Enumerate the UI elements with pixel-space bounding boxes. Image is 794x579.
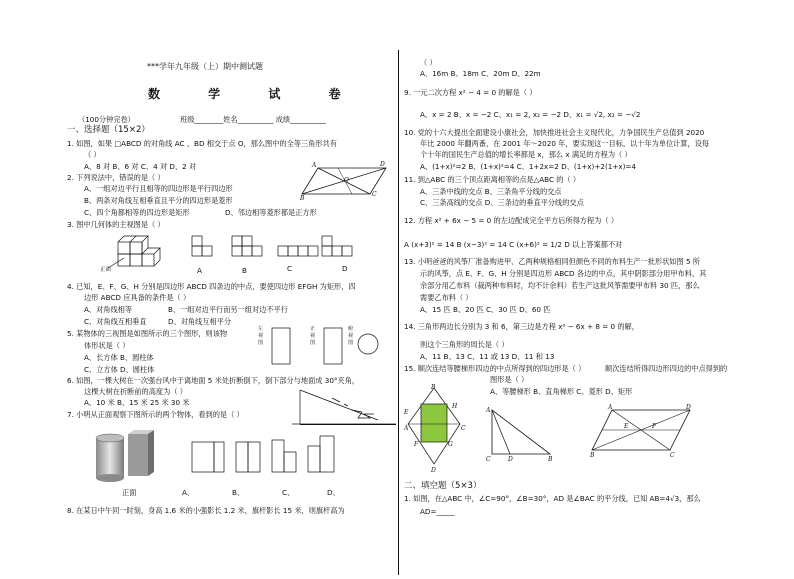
q4-option-c: C、对角线互相垂直 [84,317,147,326]
q8-paren: （ ） [420,58,437,67]
svg-text:F: F [414,441,419,448]
section1-title: 一、选择题（15×2） [67,125,150,135]
q6-stem-cont: 这棵大树在折断前的高度为（ ） [84,387,187,396]
q7-option-c: C、 [282,488,295,497]
svg-text:G: G [448,441,453,448]
svg-text:H: H [452,403,458,410]
q7-option-d: D、 [327,488,340,497]
q15-aside: 顺次连结所得四边形四边的中点得到的 [605,364,728,373]
q5-view-front: 正视图 [310,326,316,346]
q7-option-a: A、 [182,488,195,497]
q13-options: A、15 匹 B、20 匹 C、30 匹 D、60 匹 [420,305,551,314]
q10-stem: 10. 党的十六大提出全面建设小康社会，加快推进社会主义现代化，力争国民生产总值到 2020 [404,128,705,137]
q13-kite-figure [404,384,466,472]
q10-stem-3: 个十年的国民生产总值的增长率都是 x，那么 x 满足的方程为（ ） [420,150,632,159]
svg-text:A: A [486,407,491,414]
q12-stem: 12. 方程 x² + 6x − 5 = 0 的左边配成完全平方后所得方程为（ ） [404,216,619,225]
q11-options-ab: A、三条中线的交点 B、三条角平分线的交点 [420,187,562,196]
q15-aside-2: 图形是（ ） [490,375,529,384]
q5-stem: 5. 某物体的三视图是如图所示的三个图形，则该物 [67,329,228,338]
column-divider [398,50,399,575]
svg-text:D: D [380,161,385,168]
subject-title: 数 学 试 卷 [148,87,363,101]
svg-text:D: D [431,467,436,472]
svg-text:C: C [486,456,491,462]
q8-stem: 8. 在某日中午同一时刻，身高 1.6 米的小强影长 1.2 米，旗杆影长 15 米，则旗杆高为 [67,506,345,515]
svg-text:A: A [312,162,317,169]
svg-text:A: A [608,404,613,411]
q14-options: A、11 B、13 C、11 或 13 D、11 和 13 [420,352,555,361]
q12-options: A (x+3)² = 14 B (x−3)² = 14 C (x+6)² = 1/2 D 以上答案都不对 [404,240,623,249]
q6-stem: 6. 如图，一棵大树在一次强台风中于离地面 5 米处折断倒下，倒下部分与地面成 30°夹角， [67,376,360,385]
q13-stem-2: 示的风筝，点 E、F、G、H 分别是四边形 ABCD 各边的中点，其中阴影部分用甲布料，其 [420,269,707,278]
q2-option-d: D、邻边相等菱形都是正方形 [225,208,317,217]
q1-parallelogram-figure [300,160,390,200]
q15-right-triangle-figure [484,406,556,462]
svg-text:E: E [624,423,629,430]
q10-options: A、(1+x)²=2 B、(1+x)²=4 C、1+2x=2 D、(1+x)+2(1+x)=4 [420,162,636,171]
q5-options-ab: A、长方体 B、圆柱体 [84,353,154,362]
q7-front-label: 正面 [122,488,137,497]
q7-option-b: B、 [232,488,245,497]
q5-view-left: 左视图 [258,326,264,346]
q7-objects-figure [88,420,358,484]
q1-stem: 1. 如图，如果 □ABCD 的对角线 AC 、BD 相交于点 O，那么图中的全等三角形共有 [67,139,337,148]
q15-trapezoid-figure [590,404,694,458]
q14-stem: 14. 三角形两边长分别为 3 和 6，第三边是方程 x² − 6x + 8 = 0 的解， [404,322,639,331]
svg-text:F: F [652,423,657,430]
q4-option-b: B、一组对边平行而另一组对边不平行 [168,305,288,314]
q13-stem: 13. 小明爸爸的风筝厂准备购进甲、乙两种规格相同但颜色不同的布料生产一批形状如图 5 所 [404,257,700,266]
q2-option-b: B、两条对角线互相垂直且平分的四边形是菱形 [84,196,233,205]
q13-stem-4: 需要乙布料（ ） [420,293,473,302]
q15-options: A、等腰梯形 B、直角梯形 C、菱形 D、矩形 [490,387,633,396]
svg-text:B: B [431,384,436,391]
q7-stem: 7. 小明从正面观察下图所示的两个物体，看到的是（ ） [67,410,244,419]
q10-stem-2: 年比 2000 年翻两番，在 2001 年～2020 年，要实现这一目标，以十年为单位计算，设每 [420,139,710,148]
q3-option-a: A [197,266,202,275]
q2-option-c: C、四个角都相等的四边形是矩形 [84,208,190,217]
svg-text:O: O [344,177,349,184]
svg-text:C: C [461,425,466,432]
section2-title: 二、填空题（5×3） [404,481,482,491]
q6-ground-rule [300,424,396,425]
q4-option-d: D、对角线互相平分 [168,317,232,326]
fill1-answer-line: AD=_____ [420,507,455,516]
q5-stem-cont: 体形状是（ ） [84,341,130,350]
q13-stem-3: 余部分用乙布料（裁两种布料时，均不计余料）若生产这批风筝需要甲布料 30 匹，那么 [420,281,700,290]
q4-option-a: A、对角线相等 [84,305,133,314]
svg-text:D: D [686,404,691,411]
q1-options: A、8 对 B、6 对 C、4 对 D、2 对 [84,162,197,171]
q3-views-figure [100,228,370,274]
q2-option-a: A、一组对边平行且相等的四边形是平行四边形 [84,184,233,193]
exam-header: ***学年九年级（上）期中测试题 [147,62,263,71]
q14-stem-2: 则这个三角形的周长是（ ） [420,340,509,349]
time-note: （100分钟完卷） [78,115,135,124]
svg-text:C: C [372,191,377,198]
q3-front-label: 正面 [100,267,112,273]
svg-text:B: B [300,195,305,200]
svg-text:B: B [590,452,595,458]
q3-option-c: C [287,264,293,273]
q4-stem-cont: 边形 ABCD 应具备的条件是（ ） [84,293,191,302]
q15-stem: 15. 顺次连结等腰梯形四边的中点所得到的四边形是（ ） [404,364,586,373]
q9-options: A、x = 2 B、x = −2 C、x₁ = 2, x₂ = −2 D、x₁ = √2, x₂ = −√2 [420,110,641,119]
svg-text:B: B [548,456,553,462]
q2-stem: 2. 下列说法中，错误的是（ ） [67,173,165,182]
q11-options-cd: C、三条高线的交点 D、三条边的垂直平分线的交点 [420,198,584,207]
fill1-stem: 1. 如图，在△ABC 中，∠C=90°，∠B=30°，AD 是∠BAC 的平分线，已知 AB=4√3，那么 [404,494,701,503]
svg-text:D: D [508,456,513,462]
class-name-line: 班级________姓名__________ 成绩__________ [180,115,327,124]
q5-view-top: 俯视图 [348,326,354,346]
q5-options-cd: C、立方体 D、圆柱体 [84,365,155,374]
svg-text:E: E [404,409,409,416]
q11-stem: 11. 到△ABC 的三个顶点距离相等的点是△ABC 的（ ） [404,175,581,184]
q3-option-d: D [342,264,348,273]
svg-text:C: C [670,452,675,458]
q1-paren: （ ） [84,150,101,159]
q8-options: A、16m B、18m C、20m D、22m [420,69,541,78]
q3-stem: 3. 图中几何体的主视图是（ ） [67,220,165,229]
q4-stem: 4. 已知，E、F、G、H 分别是四边形 ABCD 四条边的中点，要使四边形 EFGH 为矩形，四 [67,282,356,291]
svg-text:A: A [404,425,409,432]
q3-option-b: B [242,266,247,275]
q5-three-views-figure [256,320,386,370]
q9-stem: 9. 一元二次方程 x² − 4 = 0 的解是（ ） [404,88,537,97]
q6-options: A、10 米 B、15 米 25 米 30 米 [84,398,190,407]
